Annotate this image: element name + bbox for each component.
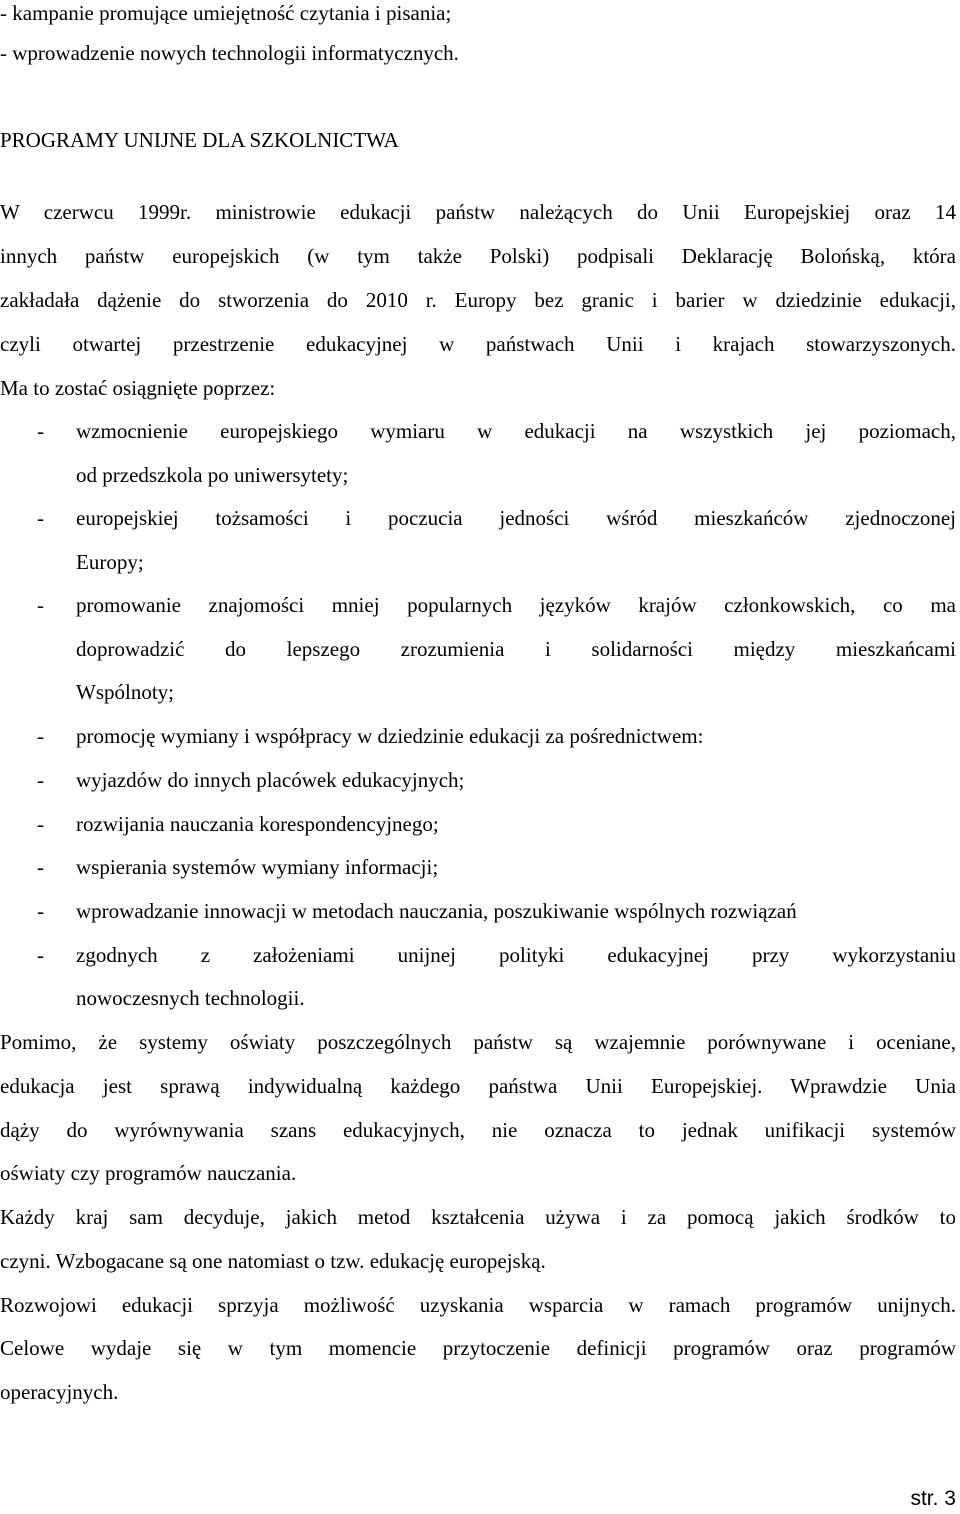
paragraph-line: Ma to zostać osiągnięte poprzez: [0,376,276,400]
list-item-line: promocję wymiany i współpracy w dziedzinie edukacji za pośrednictwem: [76,724,704,748]
top-list-item: - wprowadzenie nowych technologii informatycznych. [0,41,459,65]
list-item-line: promowanie znajomości mniej popularnych języków krajów członkowskich, co ma [76,593,956,617]
paragraph-line: czyni. Wzbogacane są one natomiast o tzw. edukację europejską. [0,1249,546,1273]
list-dash: - [37,812,44,836]
list-item-line: nowoczesnych technologii. [76,986,305,1010]
list-dash: - [37,943,44,967]
list-item-line: wyjazdów do innych placówek edukacyjnych; [76,768,465,792]
section-heading: PROGRAMY UNIJNE DLA SZKOLNICTWA [0,128,399,152]
paragraph-line: edukacja jest sprawą indywidualną każdego państwa Unii Europejskiej. Wprawdzie Unia [0,1074,956,1098]
list-item-line: od przedszkola po uniwersytety; [76,463,349,487]
list-item-line: Wspólnoty; [76,680,174,704]
list-item-line: wspierania systemów wymiany informacji; [76,855,439,879]
list-dash: - [37,593,44,617]
list-dash: - [37,855,44,879]
list-item-line: europejskiej tożsamości i poczucia jedności wśród mieszkańców zjednoczonej [76,506,956,530]
page-number: str. 3 [910,1487,956,1510]
paragraph-line: dąży do wyrównywania szans edukacyjnych, nie oznacza to jednak unifikacji systemów [0,1118,956,1142]
paragraph-line: Rozwojowi edukacji sprzyja możliwość uzyskania wsparcia w ramach programów unijnych. [0,1293,956,1317]
top-list-item: - kampanie promujące umiejętność czytania i pisania; [0,1,452,25]
paragraph-line: zakładała dążenie do stworzenia do 2010 r. Europy bez granic i barier w dziedzinie edukacji, [0,288,956,312]
list-dash: - [37,419,44,443]
list-item-line: wzmocnienie europejskiego wymiaru w edukacji na wszystkich jej poziomach, [76,419,956,443]
paragraph-line: czyli otwartej przestrzenie edukacyjnej w państwach Unii i krajach stowarzyszonych. [0,332,956,356]
paragraph-line: innych państw europejskich (w tym także Polski) podpisali Deklarację Bolońską, która [0,244,956,268]
list-item-line: doprowadzić do lepszego zrozumienia i solidarności między mieszkańcami [76,637,956,661]
list-item-line: wprowadzanie innowacji w metodach nauczania, poszukiwanie wspólnych rozwiązań [76,899,797,923]
paragraph-line: Pomimo, że systemy oświaty poszczególnych państw są wzajemnie porównywane i oceniane, [0,1030,956,1054]
list-item-line: zgodnych z założeniami unijnej polityki edukacyjnej przy wykorzystaniu [76,943,956,967]
list-dash: - [37,899,44,923]
paragraph-line: oświaty czy programów nauczania. [0,1161,297,1185]
paragraph-line: Celowe wydaje się w tym momencie przytoczenie definicji programów oraz programów [0,1336,956,1360]
paragraph-line: Każdy kraj sam decyduje, jakich metod kształcenia używa i za pomocą jakich środków to [0,1205,956,1229]
list-dash: - [37,768,44,792]
list-dash: - [37,506,44,530]
list-dash: - [37,724,44,748]
paragraph-line: operacyjnych. [0,1380,119,1404]
list-item-line: rozwijania nauczania korespondencyjnego; [76,812,439,836]
paragraph-line: W czerwcu 1999r. ministrowie edukacji państw należących do Unii Europejskiej oraz 14 [0,200,956,224]
list-item-line: Europy; [76,550,144,574]
